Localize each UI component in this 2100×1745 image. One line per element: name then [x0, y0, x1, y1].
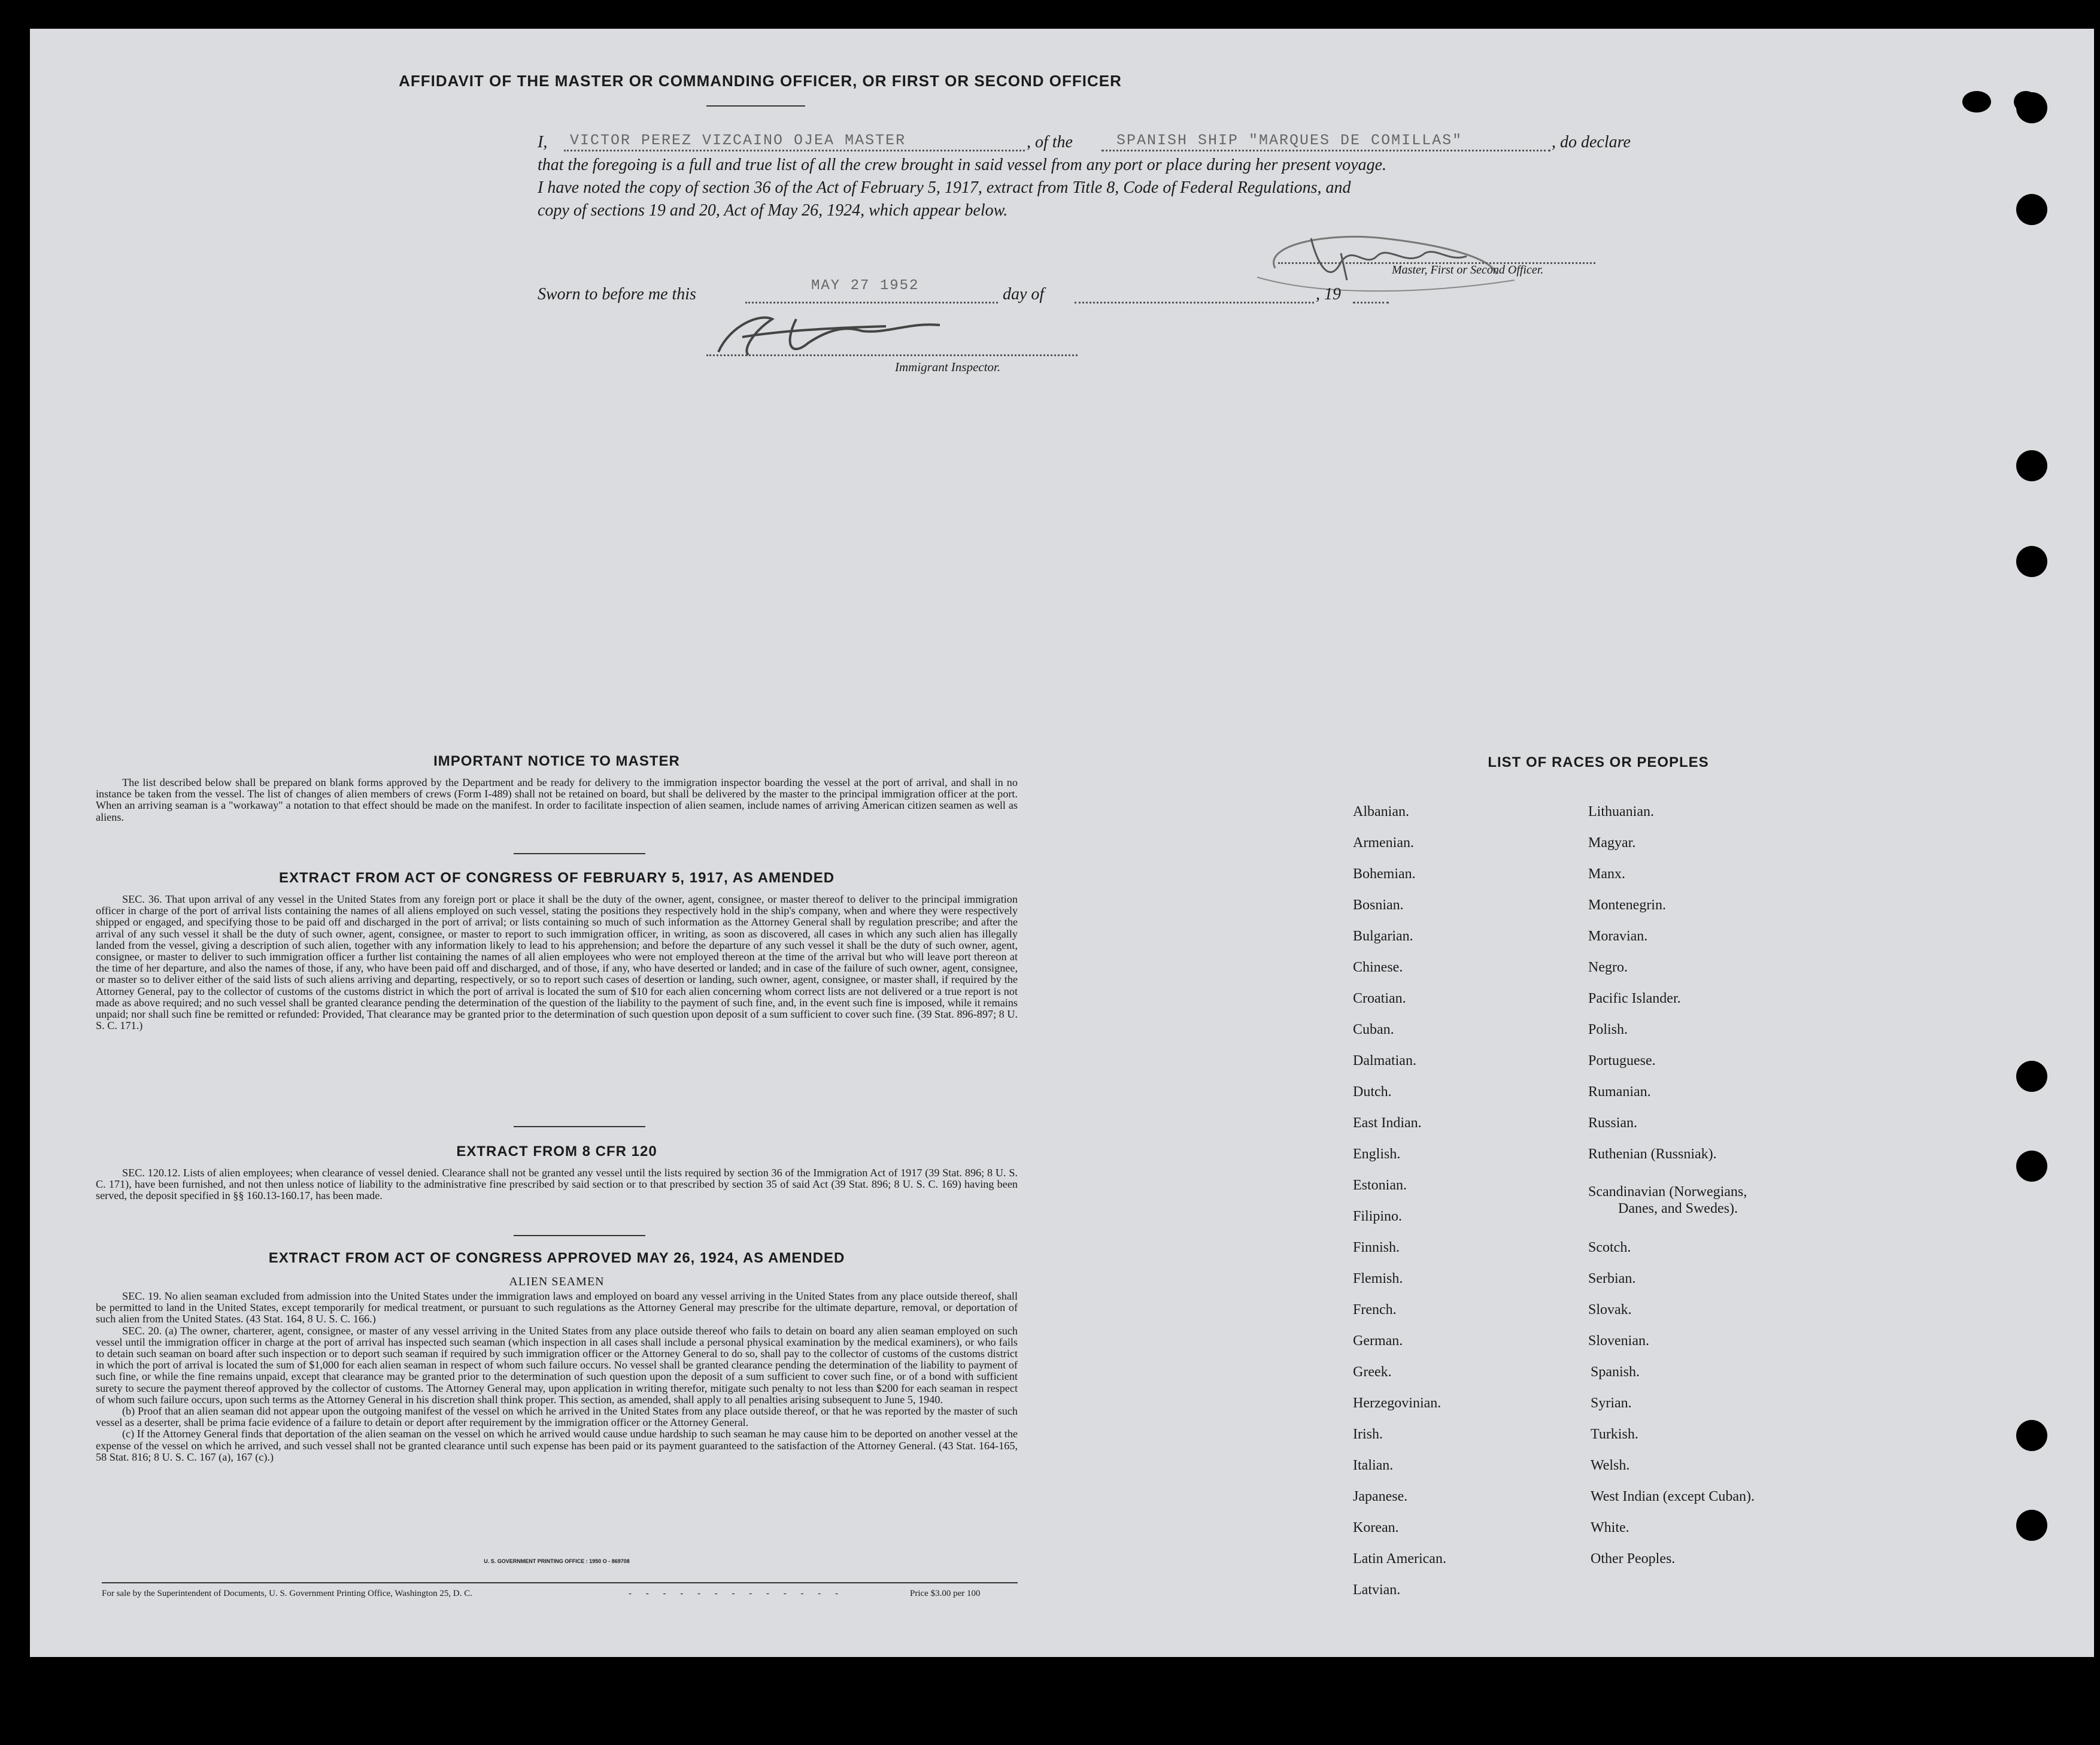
race-item: Estonian.	[1353, 1178, 1407, 1193]
alien-seamen-subtitle: ALIEN SEAMEN	[509, 1275, 605, 1288]
race-item: Irish.	[1353, 1427, 1383, 1442]
punch-hole	[2016, 546, 2047, 577]
race-item: Herzegovinian.	[1353, 1395, 1442, 1411]
race-item-continued: Danes, and Swedes).	[1618, 1201, 1738, 1216]
race-item: French.	[1353, 1302, 1397, 1318]
master-caption: Master, First or Second Officer.	[1392, 263, 1544, 277]
race-item: Scotch.	[1588, 1240, 1631, 1255]
race-item: Scandinavian (Norwegians,	[1588, 1184, 1747, 1200]
year-prefix: , 19	[1316, 285, 1341, 304]
race-item: Montenegrin.	[1588, 897, 1666, 913]
footer-dashes: - - - - - - - - - - - - -	[629, 1589, 844, 1598]
race-item: Bosnian.	[1353, 897, 1404, 913]
notice-paragraph: The list described below shall be prepared on blank forms approved by the Department and be ready for delivery to the immigration inspector boarding the vessel at the port of arrival, and shall in no instance be taken from the vessel. The list of changes of alien members of crews (Form I-489) shall not be retained on board, but shall be delivered by the master to the principal immigration officer at the port. When an arriving seaman is a "workaway" a notation to that effect should be made on the manifest. In order to facilitate inspection of alien seamen, include names of arriving American citizen seamen as well as aliens.	[96, 776, 1018, 823]
footer-left: For sale by the Superintendent of Documents, U. S. Government Printing Office, Washington 25, D. C.	[102, 1589, 472, 1598]
extract-cfr-title: EXTRACT FROM 8 CFR 120	[456, 1143, 657, 1160]
sworn-label: Sworn to before me this	[538, 285, 696, 304]
race-item: East Indian.	[1353, 1115, 1422, 1131]
race-item: Portuguese.	[1588, 1053, 1656, 1069]
punch-hole	[2016, 450, 2047, 481]
race-item: Turkish.	[1591, 1427, 1638, 1442]
race-item: Latin American.	[1353, 1551, 1446, 1567]
punch-hole	[2016, 92, 2047, 123]
race-item: Spanish.	[1591, 1364, 1640, 1380]
race-item: Italian.	[1353, 1458, 1394, 1473]
race-item: Syrian.	[1591, 1395, 1632, 1411]
race-item: Chinese.	[1353, 960, 1403, 975]
race-item: Japanese.	[1353, 1489, 1408, 1504]
notice-text	[96, 777, 1018, 823]
section-20c-paragraph: (c) If the Attorney General finds that deportation of the alien seaman on the vessel on which he arrived would cause undue hardship to such seaman he may cause him to be deported on another vessel at the expense of the vessel on which he arrived, and such vessel shall not be granted clearance until such expense has been paid or its payment guaranteed to the satisfaction of the Attorney General. (43 Stat. 164-165, 58 Stat. 816; 8 U. S. C. 167 (a), 167 (c).)	[96, 1428, 1018, 1463]
affidavit-i: I,	[538, 133, 548, 151]
day-of-label: day of	[1003, 285, 1045, 304]
affidavit-line-3: I have noted the copy of section 36 of the Act of February 5, 1917, extract from Title 8, Code of Federal Regulations, and	[538, 178, 1351, 197]
ship-name-field	[1101, 132, 1550, 151]
extract-1917-text	[96, 894, 1018, 1031]
section-36-paragraph: SEC. 36. That upon arrival of any vessel in the United States from any foreign port or place it shall be the duty of the owner, agent, consignee, or master thereof to deliver to the principal immigration officer in charge of the port of arrival lists containing the names of all aliens employed on such vessel, stating the positions they respectively hold in the ship's company, when and where they were respectively shipped or engaged, and specifying those to be paid off and discharged in the port of arrival; or lists containing so much of such information as the Attorney General shall by regulation prescribe; and after the arrival of any such vessel it shall be the duty of such owner, agent, consignee, or master to report to such immigration officer, in writing, as soon as discovered, all cases in which any such alien has illegally landed from the vessel, giving a description of such alien, together with any information likely to lead to his apprehension; and before the departure of any such vessel it shall be the duty of such owner, agent, consignee, or master to deliver to such immigration officer a further list containing the names of all alien employees who were not employed thereon at the time of the arrival but who will leave port thereon at the time of her departure, and also the names of those, if any, who have been paid off and discharged, and of those, if any, who have deserted or landed; and in case of the failure of such owner, agent, consignee, or master so to deliver either of the said lists of such aliens arriving and departing, respectively, or so to report such cases of desertion or landing, such owner, agent, consignee, or master shall, if required by the Attorney General, pay to the collector of customs of the customs district in which the port of arrival is located the sum of $10 for each alien concerning whom correct lists are not delivered or a true report is not made as above required; and no such vessel shall be granted clearance pending the determination of the question of the liability to the payment of such fine, and, in the event such fine is imposed, while it remains unpaid; nor shall such fine be remitted or refunded: Provided, That clearance may be granted prior to the determination of such question upon deposit of a sum sufficient to cover such fine. (39 Stat. 896-897; 8 U. S. C. 171.)	[96, 893, 1018, 1032]
extract-cfr-text	[96, 1167, 1018, 1202]
footer-price: Price $3.00 per 100	[910, 1589, 981, 1598]
race-item: Polish.	[1588, 1022, 1628, 1037]
race-item: Rumanian.	[1588, 1084, 1651, 1100]
divider-2	[514, 1126, 645, 1127]
race-item: Armenian.	[1353, 835, 1414, 851]
master-name-field	[564, 132, 1025, 151]
footer-rule	[102, 1582, 1018, 1583]
race-item: German.	[1353, 1333, 1403, 1349]
race-item: Bohemian.	[1353, 866, 1416, 882]
race-item: Moravian.	[1588, 928, 1648, 944]
race-item: Latvian.	[1353, 1582, 1401, 1598]
race-item: Albanian.	[1353, 804, 1409, 820]
race-item: White.	[1591, 1520, 1629, 1535]
extract-1924-title: EXTRACT FROM ACT OF CONGRESS APPROVED MAY 26, 1924, AS AMENDED	[268, 1250, 845, 1266]
master-name: VICTOR PEREZ VIZCAINO OJEA MASTER	[570, 132, 906, 149]
divider-1	[514, 853, 645, 854]
inspector-signature-line	[706, 352, 1078, 356]
punch-hole	[2016, 1420, 2047, 1451]
punch-hole	[2016, 1151, 2047, 1182]
gpo-line: U. S. GOVERNMENT PRINTING OFFICE : 1950 O - 869708	[484, 1558, 630, 1564]
of-the-label: , of the	[1027, 133, 1073, 151]
race-item: Filipino.	[1353, 1209, 1403, 1224]
punch-hole	[2016, 1061, 2047, 1092]
notice-title: IMPORTANT NOTICE TO MASTER	[433, 753, 680, 769]
punch-hole	[2016, 1510, 2047, 1541]
races-title: LIST OF RACES OR PEOPLES	[1488, 754, 1709, 770]
race-item: Finnish.	[1353, 1240, 1400, 1255]
race-item: Slovenian.	[1588, 1333, 1649, 1349]
extract-1917-title: EXTRACT FROM ACT OF CONGRESS OF FEBRUARY 5, 1917, AS AMENDED	[278, 870, 835, 886]
race-item: Greek.	[1353, 1364, 1392, 1380]
race-item: Slovak.	[1588, 1302, 1632, 1318]
year-field	[1353, 284, 1389, 304]
race-item: Welsh.	[1591, 1458, 1630, 1473]
section-20b-paragraph: (b) Proof that an alien seaman did not appear upon the outgoing manifest of the vessel on which he arrived in the United States from any place outside thereof, or that he was reported by the master of such vessel as a deserter, shall be prima facie evidence of a failure to detain or deport after requirement by the immigration officer or the Attorney General.	[96, 1405, 1018, 1429]
race-item: Korean.	[1353, 1520, 1399, 1535]
document-page	[30, 29, 2094, 1657]
title-rule	[706, 105, 805, 107]
race-item: Dalmatian.	[1353, 1053, 1416, 1069]
race-item: Cuban.	[1353, 1022, 1394, 1037]
race-item: Magyar.	[1588, 835, 1636, 851]
race-item: Ruthenian (Russniak).	[1588, 1146, 1717, 1162]
sworn-stamp: MAY 27 1952	[811, 278, 919, 294]
affidavit-line-2: that the foregoing is a full and true list of all the crew brought in said vessel from any port or place during her present voyage.	[538, 156, 1387, 174]
section-19-paragraph: SEC. 19. No alien seaman excluded from admission into the United States under the immigration laws and employed on board any vessel arriving in the United States from any place outside thereof, shall be permitted to land in the United States, except temporarily for medical treatment, or pursuant to such regulations as the Attorney General may prescribe for the ultimate departure, removal, or deportation of such alien from the United States. (43 Stat. 164, 8 U. S. C. 166.)	[96, 1290, 1018, 1325]
ink-blot	[1962, 91, 1991, 113]
race-item: Other Peoples.	[1591, 1551, 1676, 1567]
race-item: Croatian.	[1353, 991, 1406, 1006]
do-declare-label: , do declare	[1552, 133, 1631, 151]
race-item: Lithuanian.	[1588, 804, 1654, 820]
section-20a-paragraph: SEC. 20. (a) The owner, charterer, agent, consignee, or master of any vessel arriving in the United States from any place outside thereof who fails to detain on board any alien seaman employed on such vessel until the immigration officer in charge at the port of arrival has inspected such seaman (which inspection in all cases shall include a personal physical examination by the medical examiners), or who fails to detain such seaman on board after such inspection or to deport such seaman if required by such immigration officer or the Attorney General to do so, shall pay to the collector of customs of the customs district in which the port of arrival is located the sum of $1,000 for each alien seaman in respect of whom such failure occurs. No vessel shall be granted clearance pending the determination of the liability to payment of such fine, or while the fine remains unpaid, except that clearance may be granted prior to the determination of such question upon the deposit of a sum sufficient to cover such fine, or of a bond with sufficient surety to secure the payment thereof approved by the collector of customs. The Attorney General may, upon application in writing therefor, mitigate such penalty to not less than $200 for each seaman in respect of whom such failure occurs, upon such terms as the Attorney General in his discretion shall think proper. This section, as amended, shall apply to all penalties arising subsequent to June 5, 1940.	[96, 1324, 1018, 1406]
race-item: Flemish.	[1353, 1271, 1403, 1286]
race-item: English.	[1353, 1146, 1401, 1162]
race-item: Manx.	[1588, 866, 1625, 882]
ship-name: SPANISH SHIP "MARQUES DE COMILLAS"	[1116, 132, 1463, 149]
inspector-caption: Immigrant Inspector.	[895, 360, 1001, 374]
extract-1924-text	[96, 1291, 1018, 1463]
section-120-paragraph: SEC. 120.12. Lists of alien employees; when clearance of vessel denied. Clearance shall not be granted any vessel until the lists required by section 36 of the Immigration Act of 1917 (39 Stat. 896; 8 U. S. C. 171), have been furnished, and not then unless notice of liability to the administrative fine prescribed by said section or to that prescribed by section 35 of said Act (39 Stat. 896; 8 U. S. C. 169) having been served, the deposit specified in §§ 160.13-160.17, has been made.	[96, 1167, 1018, 1202]
race-item: Dutch.	[1353, 1084, 1392, 1100]
race-item: Negro.	[1588, 960, 1628, 975]
punch-hole	[2016, 194, 2047, 225]
race-item: West Indian (except Cuban).	[1591, 1489, 1755, 1504]
race-item: Bulgarian.	[1353, 928, 1413, 944]
affidavit-title: AFFIDAVIT OF THE MASTER OR COMMANDING OFFICER, OR FIRST OR SECOND OFFICER	[399, 72, 1122, 90]
affidavit-line-4: copy of sections 19 and 20, Act of May 26, 1924, which appear below.	[538, 201, 1008, 220]
race-item: Serbian.	[1588, 1271, 1636, 1286]
race-item: Russian.	[1588, 1115, 1638, 1131]
month-field	[1075, 284, 1314, 304]
divider-3	[514, 1235, 645, 1236]
race-item: Pacific Islander.	[1588, 991, 1681, 1006]
